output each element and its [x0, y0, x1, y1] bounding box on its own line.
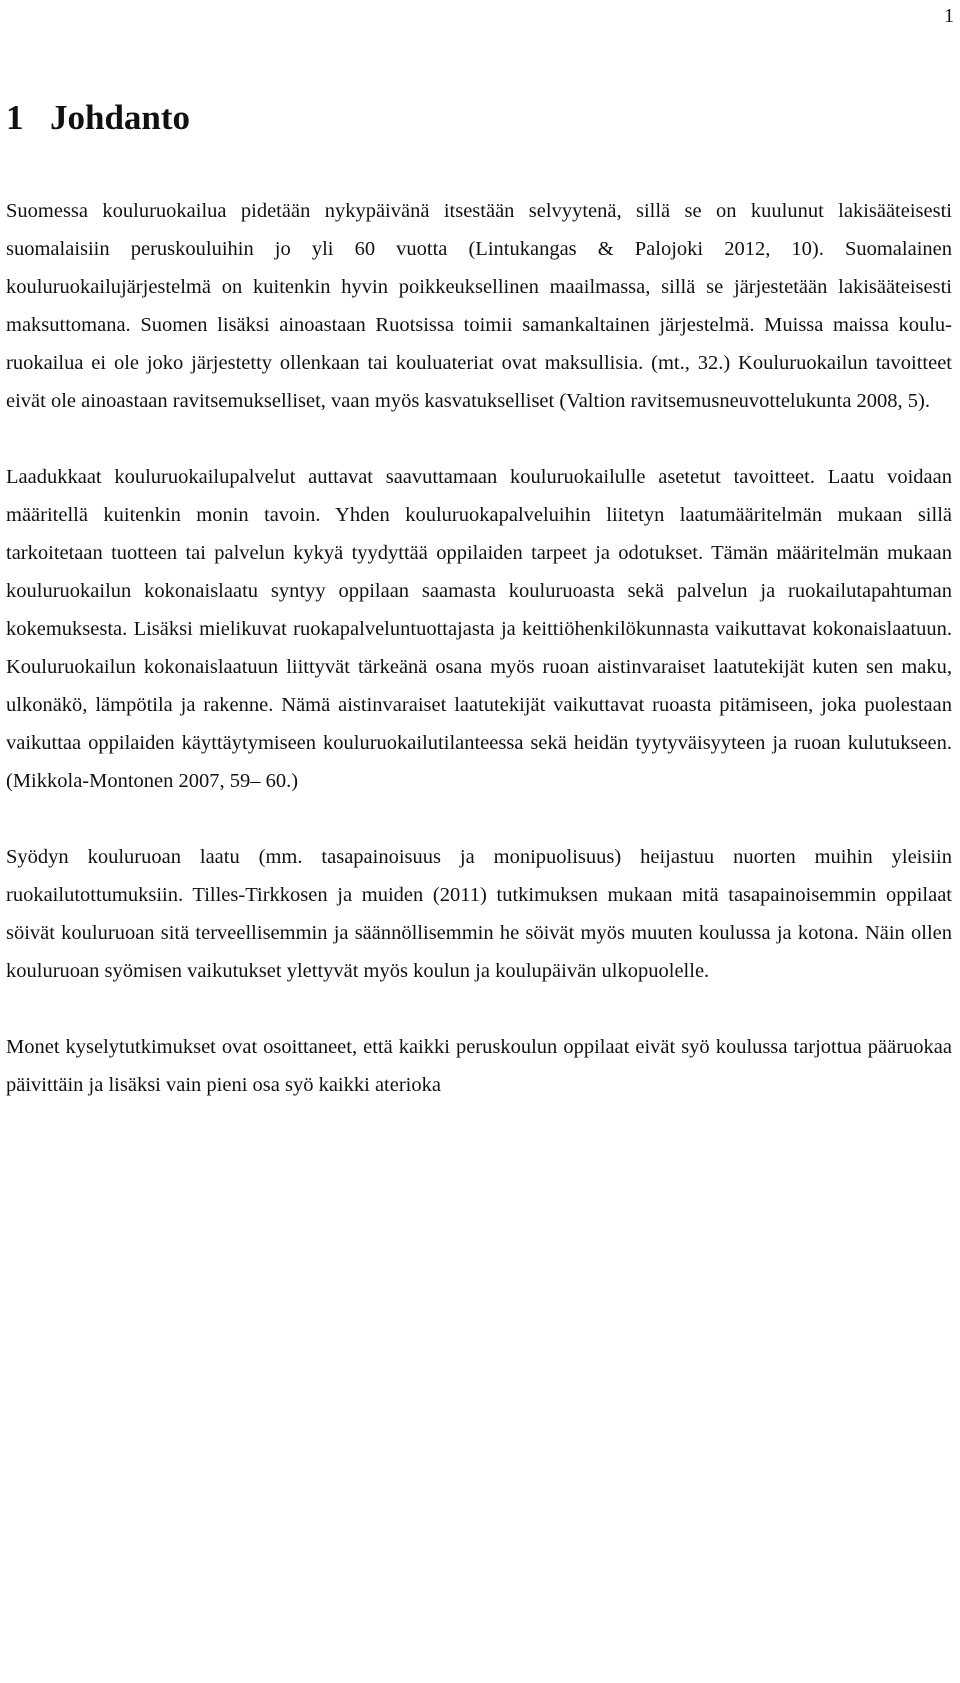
chapter-heading: [6, 100, 190, 135]
paragraph-intro: Suomessa kouluruokailua pidetään nykypäivänä itsestään selvyytenä, sillä se on kuulunut lakisääteisesti suomalaisiin peruskouluihin jo yli 60 vuotta (Lintukangas & Palojoki 2012, 10). Suomalainen kouluruokailujärjestelmä on kuitenkin hyvin poikkeuksellinen maailmassa, sillä se järjestetään lakisääteisesti maksuttomana. Suomen lisäksi ainoastaan Ruotsissa toimii samankaltainen järjestelmä. Muissa maissa kouluruokailua ei ole joko järjestetty ollenkaan tai kouluateriat ovat maksullisia. (mt., 32.) Kouluruokailun tavoitteet eivät ole ainoastaan ravitsemukselliset, vaan myös kasvatukselliset (Valtion ravitsemusneuvottelukunta 2008, 5).: [6, 200, 952, 412]
page-number: 1: [944, 5, 954, 27]
paragraph-surveys: Monet kyselytutkimukset ovat osoittaneet, että kaikki peruskoulun oppilaat eivät syö koulussa tarjottua pääruokaa päivittäin ja lisäksi vain pieni osa syö kaikki aterioka: [6, 1036, 952, 1096]
chapter-title: Johdanto: [50, 98, 191, 137]
paragraph-quality: Laadukkaat kouluruokailupalvelut auttavat saavuttamaan kouluruokailulle asetetut tavoitteet. Laatu voidaan määritellä kuitenkin monin tavoin. Yhden kouluruokapalveluihin liitetyn laatumääritelmän mukaan sillä tarkoitetaan tuotteen tai palvelun kykyä tyydyttää oppilaiden tarpeet ja odotukset. Tämän määritelmän mukaan kouluruokailun kokonaislaatu syntyy oppilaan saamasta kouluruoasta sekä palvelun ja ruokailutapahtuman kokemuksesta. Lisäksi mielikuvat ruokapalveluntuottajasta ja keittiöhenkilökunnasta vaikuttavat kokonaislaatuun. Kouluruokailun kokonaislaatuun liittyvät tärkeänä osana myös ruoan aistinvaraiset laatutekijät kuten sen maku, ulkonäkö, lämpötila ja rakenne. Nämä aistinvaraiset laatutekijät vaikuttavat ruoasta pitämiseen, joka puolestaan vaikuttaa oppilaiden käyttäytymiseen kouluruokailutilanteessa sekä heidän tyytyväisyyteen ja ruoan kulutukseen. (Mikkola-Montonen 2007, 59– 60.): [6, 466, 952, 792]
paragraph-eating-habits: Syödyn kouluruoan laatu (mm. tasapainoisuus ja monipuolisuus) heijastuu nuorten muihin yleisiin ruokailutottumuksiin. Tilles-Tirkkosen ja muiden (2011) tutkimuksen mukaan mitä tasapainoisemmin oppilaat söivät kouluruoan sitä terveellisemmin ja säännöllisemmin he söivät myös muuten koulussa ja kotona. Näin ollen kouluruoan syömisen vaikutukset ylettyvät myös koulun ja koulupäivän ulkopuolelle.: [6, 846, 952, 982]
chapter-number: 1: [6, 98, 24, 137]
body-text: [6, 192, 952, 1104]
